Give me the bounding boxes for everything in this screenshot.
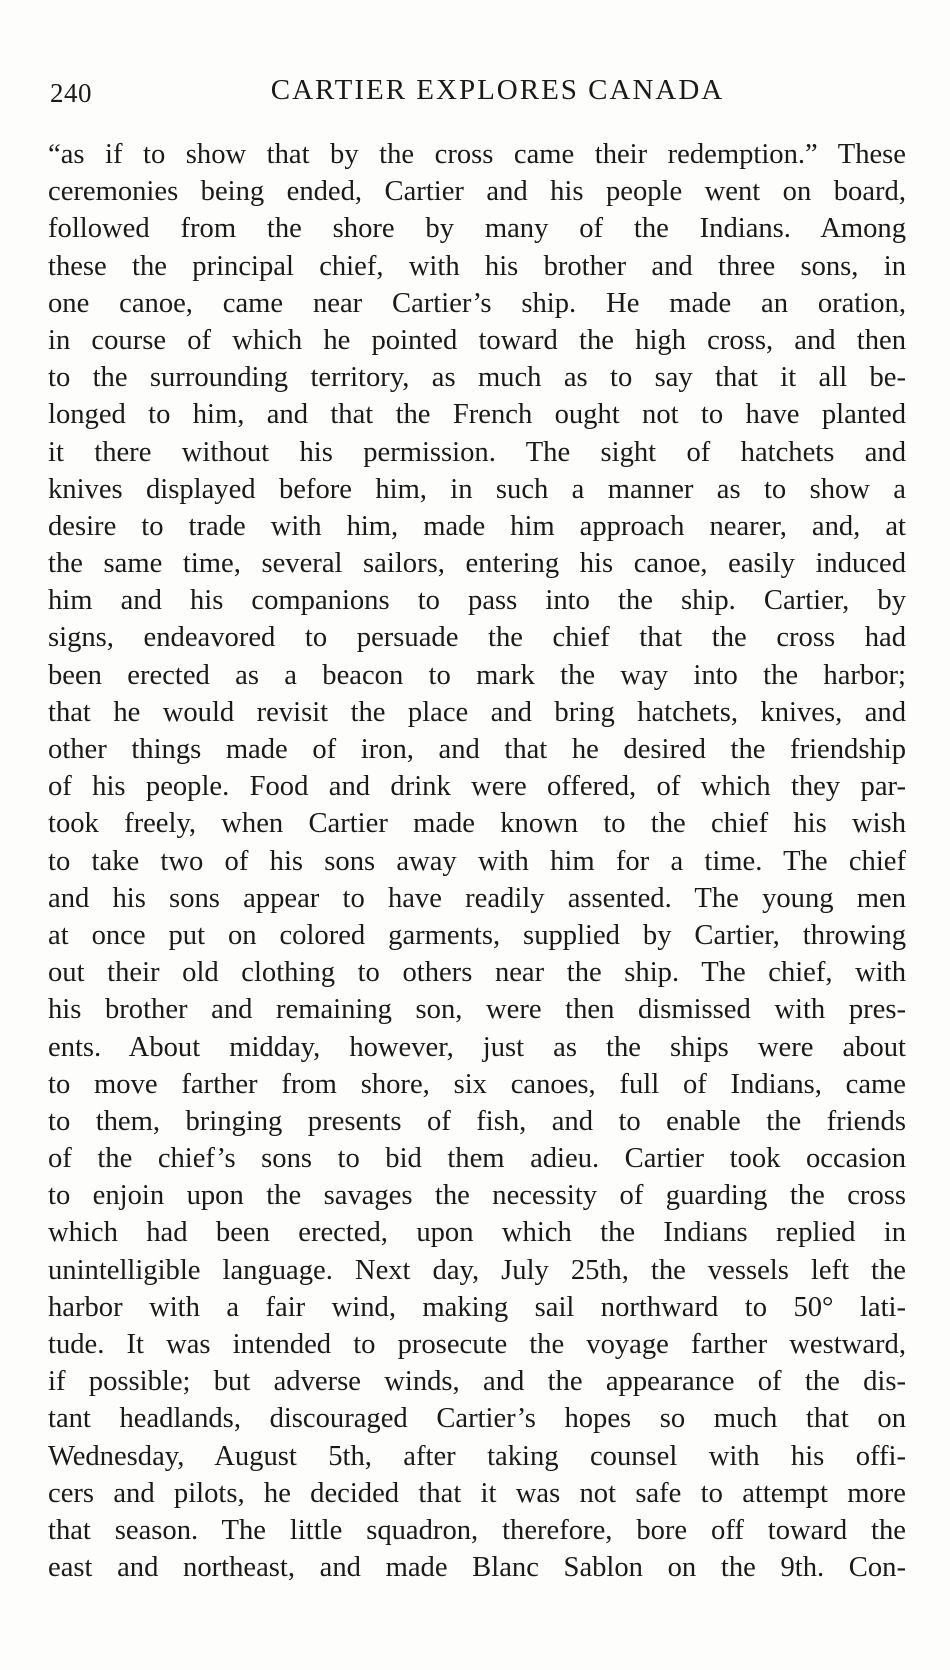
- text-line: to the surrounding territory, as much as to say that it all be-: [48, 362, 906, 394]
- text-line: at once put on colored garments, supplied by Cartier, throwing: [48, 919, 906, 951]
- text-line: followed from the shore by many of the Indians. Among: [48, 213, 906, 245]
- text-line: took freely, when Cartier made known to the chief his wish: [48, 808, 906, 840]
- running-title: CARTIER EXPLORES CANADA: [270, 74, 725, 106]
- text-line: him and his companions to pass into the ship. Cartier, by: [48, 585, 906, 617]
- text-line: other things made of iron, and that he desired the friendship: [48, 734, 906, 765]
- text-line: tant headlands, discouraged Cartier’s hopes so much that on: [48, 1403, 906, 1435]
- text-line: the same time, several sailors, entering his canoe, easily induced: [48, 548, 906, 580]
- text-line: tude. It was intended to prosecute the voyage farther westward,: [48, 1329, 906, 1360]
- text-line: to enjoin upon the savages the necessity of guarding the cross: [48, 1180, 906, 1212]
- text-line: it there without his permission. The sight of hatchets and: [48, 436, 906, 468]
- text-line: that season. The little squadron, therefore, bore off toward the: [48, 1514, 906, 1546]
- text-line: “as if to show that by the cross came their redemption.” These: [48, 139, 906, 170]
- text-line: harbor with a fair wind, making sail northward to 50° lati-: [48, 1291, 906, 1323]
- text-line: knives displayed before him, in such a manner as to show a: [48, 473, 906, 505]
- text-line: that he would revisit the place and bring hatchets, knives, and: [48, 696, 906, 728]
- text-line: to them, bringing presents of fish, and to enable the friends: [48, 1105, 906, 1137]
- text-line: unintelligible language. Next day, July 25th, the vessels left the: [48, 1254, 906, 1286]
- text-line: to take two of his sons away with him for a time. The chief: [48, 845, 906, 877]
- text-line: if possible; but adverse winds, and the appearance of the dis-: [48, 1366, 906, 1398]
- text-line: to move farther from shore, six canoes, full of Indians, came: [48, 1068, 906, 1100]
- text-line: desire to trade with him, made him approach nearer, and, at: [48, 510, 906, 542]
- page-header: [50, 72, 905, 112]
- text-line: been erected as a beacon to mark the way into the harbor;: [48, 659, 906, 691]
- text-line: cers and pilots, he decided that it was not safe to attempt more: [48, 1477, 906, 1509]
- text-line: of his people. Food and drink were offered, of which they par-: [48, 771, 906, 803]
- text-line: signs, endeavored to persuade the chief that the cross had: [48, 622, 906, 654]
- body-text: [48, 136, 906, 1586]
- text-line: longed to him, and that the French ought not to have planted: [48, 399, 906, 431]
- text-line: one canoe, came near Cartier’s ship. He made an oration,: [48, 287, 906, 319]
- text-line: and his sons appear to have readily assented. The young men: [48, 882, 906, 914]
- text-line: Wednesday, August 5th, after taking counsel with his offi-: [48, 1440, 906, 1472]
- text-line: ceremonies being ended, Cartier and his people went on board,: [48, 176, 906, 208]
- text-line: of the chief’s sons to bid them adieu. Cartier took occasion: [48, 1143, 906, 1175]
- page-number: 240: [50, 78, 92, 108]
- text-line: ents. About midday, however, just as the ships were about: [48, 1031, 906, 1063]
- text-line: these the principal chief, with his brother and three sons, in: [48, 250, 906, 282]
- text-line: east and northeast, and made Blanc Sablon on the 9th. Con-: [48, 1552, 906, 1584]
- text-line: out their old clothing to others near the ship. The chief, with: [48, 957, 906, 989]
- text-line: which had been erected, upon which the Indians replied in: [48, 1217, 906, 1249]
- text-line: in course of which he pointed toward the high cross, and then: [48, 324, 906, 356]
- text-line: his brother and remaining son, were then dismissed with pres-: [48, 994, 906, 1026]
